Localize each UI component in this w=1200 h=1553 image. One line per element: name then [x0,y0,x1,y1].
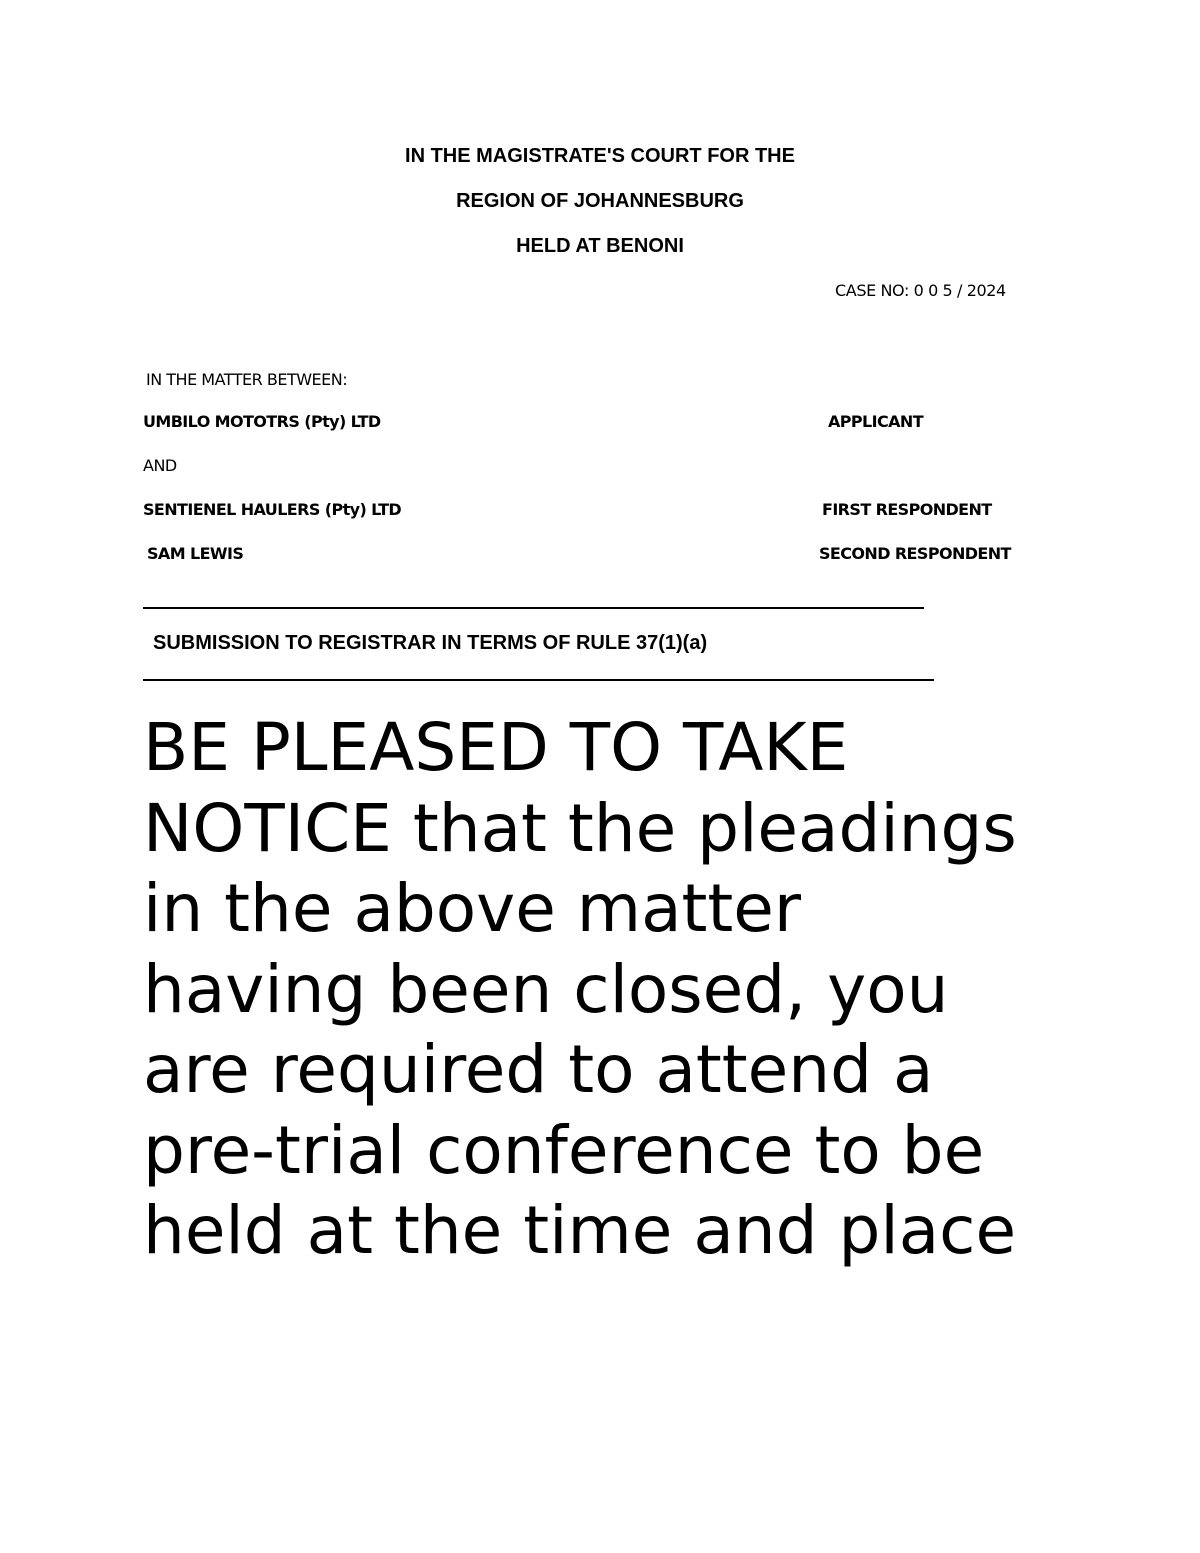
first-respondent-name: SENTIENEL HAULERS (Pty) LTD [143,500,402,519]
matter-between-label: IN THE MATTER BETWEEN: [146,370,348,389]
document-title: SUBMISSION TO REGISTRAR IN TERMS OF RULE 37(1)(a) [153,632,708,654]
applicant-name: UMBILO MOTOTRS (Pty) LTD [143,412,381,431]
court-heading-line-3: HELD AT BENONI [516,235,684,257]
court-heading-line-1: IN THE MAGISTRATE'S COURT FOR THE [405,145,795,167]
court-heading-line-2: REGION OF JOHANNESBURG [456,190,744,212]
case-number: CASE NO: 0 0 5 / 2024 [835,281,1006,300]
second-respondent-name: SAM LEWIS [147,544,244,563]
notice-body-text: BE PLEASED TO TAKE NOTICE that the pleadings in the above matter having been closed, you are required to attend a pre-trial conference to be held at the time and place [143,709,1017,1269]
applicant-role: APPLICANT [828,412,924,431]
title-top-rule [143,607,924,609]
title-bottom-rule [143,679,934,681]
and-conjunction: AND [143,456,177,475]
second-respondent-role: SECOND RESPONDENT [819,544,1011,563]
first-respondent-role: FIRST RESPONDENT [822,500,992,519]
